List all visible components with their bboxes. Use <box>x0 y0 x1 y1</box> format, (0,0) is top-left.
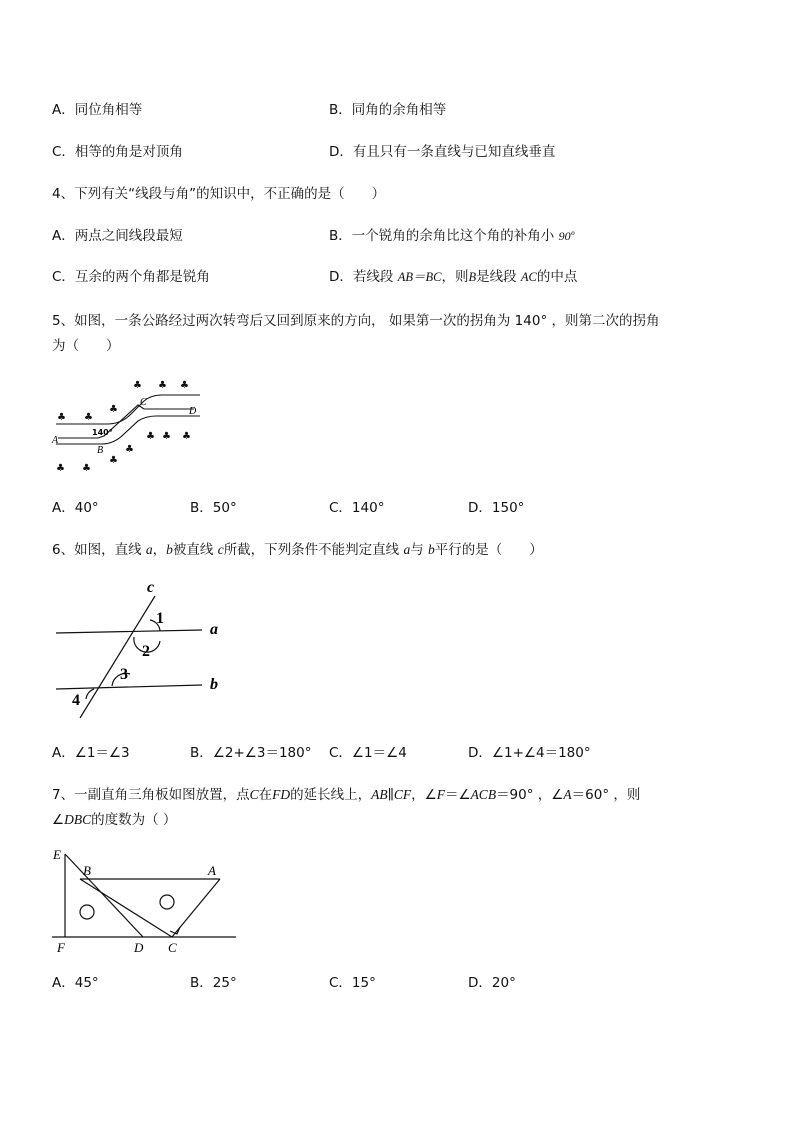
q7-label-b: B <box>83 863 91 878</box>
svg-text:♣: ♣ <box>146 431 155 442</box>
q5-option-c: C．140° <box>329 500 385 516</box>
svg-text:♣: ♣ <box>84 412 93 423</box>
q4-option-b <box>329 227 574 245</box>
q7-s5: ＝∠ <box>444 787 471 803</box>
q7-triangle-figure <box>52 846 242 956</box>
q4-d-seg: AC <box>520 270 537 284</box>
q4-stem: 4、下列有关“线段与角”的知识中，不正确的是（ ） <box>52 186 386 202</box>
svg-text:♣: ♣ <box>158 380 167 391</box>
q6-stem-pre: 6、如图，直线 <box>52 542 142 558</box>
q7-label-c: C <box>168 940 177 955</box>
q4-option-a: A．两点之间线段最短 <box>52 228 183 244</box>
q6-option-a: A．∠1＝∠3 <box>52 745 130 761</box>
q5-option-b: B．50° <box>190 500 237 516</box>
q4-option-b-text: B．一个锐角的余角比这个角的补角小 <box>329 228 555 244</box>
q4-option-d <box>329 268 577 286</box>
q7-f: F <box>436 787 445 802</box>
svg-text:♣: ♣ <box>109 455 118 466</box>
q6-label-a: a <box>210 621 218 638</box>
q6-stem-mid3: 与 <box>410 542 424 558</box>
q5-stem-line1: 5、如图，一条公路经过两次转弯后又回到原来的方向， 如果第一次的拐角为 140° ，则第二次的拐角 <box>52 313 660 329</box>
q5-option-a: A．40° <box>52 500 99 516</box>
q6-stem-mid2: 所截，下列条件不能判定直线 <box>223 542 400 558</box>
q7-label-f: F <box>57 940 65 955</box>
q6-var-b: b <box>166 542 173 557</box>
q6-stem-end: 平行的是（ ） <box>434 542 543 558</box>
q4-d-mid: ，则 <box>441 269 469 285</box>
q5-label-d: D <box>189 406 197 417</box>
q3-option-d: D．有且只有一条直线与已知直线垂直 <box>329 144 556 160</box>
q6-angle-3: 3 <box>120 666 128 683</box>
q6-var-a-2: a <box>403 542 411 557</box>
q6-var-b-2: b <box>428 542 435 557</box>
q5-label-b: B <box>97 445 104 456</box>
q4-option-c: C．互余的两个角都是锐角 <box>52 269 210 285</box>
q4-d-eq: AB＝BC <box>397 270 442 284</box>
q5-stem-line2: 为（ ） <box>52 338 120 354</box>
q6-stem-mid: 被直线 <box>172 542 214 558</box>
q7-option-a: A．45° <box>52 975 99 991</box>
q7-seg-fd: FD <box>272 787 291 802</box>
q6-lines-figure <box>52 578 232 723</box>
q6-angle-1: 1 <box>156 610 164 627</box>
q7-label-e: E <box>53 847 61 862</box>
q7-dbc: DBC <box>64 812 92 827</box>
q3-option-c: C．相等的角是对顶角 <box>52 144 183 160</box>
q5-label-a: A <box>52 435 59 446</box>
q6-option-b: B．∠2+∠3＝180° <box>190 745 312 761</box>
q7-stem-line2 <box>52 811 176 829</box>
q7-a: A <box>563 787 572 802</box>
q7-acb: ACB <box>470 787 497 802</box>
q7-s1: 7、一副直角三角板如图放置，点 <box>52 787 250 803</box>
q6-var-a: a <box>145 542 153 557</box>
svg-text:♣: ♣ <box>162 431 171 442</box>
q7-label-d: D <box>134 940 144 955</box>
q6-label-b: b <box>210 676 218 693</box>
q4-d-pre: D．若线段 <box>329 269 394 285</box>
q6-option-c: C．∠1＝∠4 <box>329 745 407 761</box>
svg-text:♣: ♣ <box>56 463 65 474</box>
q4-d-point: B <box>468 270 477 284</box>
q5-road-figure <box>52 375 202 475</box>
q7-s2: 在 <box>258 787 273 803</box>
q6-angle-4: 4 <box>72 692 80 709</box>
q5-label-c: C <box>140 397 147 408</box>
q7-option-c: C．15° <box>329 975 376 991</box>
q6-option-d: D．∠1+∠4＝180° <box>468 745 591 761</box>
q6-label-c: c <box>147 579 155 596</box>
q4-d-mid2: 是线段 <box>476 269 517 285</box>
q7-l2-end: 的度数为（ ） <box>91 812 177 828</box>
q6-var-c: c <box>217 542 224 557</box>
q5-angle-label: 140° <box>92 428 113 437</box>
q7-option-b: B．25° <box>190 975 237 991</box>
q7-stem-line1 <box>52 786 640 804</box>
svg-text:♣: ♣ <box>82 463 91 474</box>
q7-s6: ＝90° ，∠ <box>496 787 564 803</box>
svg-text:♣: ♣ <box>180 380 189 391</box>
q7-parallel: AB∥CF <box>371 787 412 802</box>
q3-option-b: B．同角的余角相等 <box>329 102 447 118</box>
q7-label-a: A <box>208 863 216 878</box>
svg-text:♣: ♣ <box>57 412 66 423</box>
svg-text:♣: ♣ <box>125 444 134 455</box>
q7-s3: 的延长线上， <box>290 787 372 803</box>
q6-angle-2: 2 <box>142 643 150 660</box>
q7-pt-c: C <box>249 787 259 802</box>
q5-option-d: D．150° <box>468 500 525 516</box>
q6-sep: ， <box>152 542 167 558</box>
svg-text:♣: ♣ <box>182 431 191 442</box>
q4-option-b-value: 90º <box>558 229 575 243</box>
q6-stem <box>52 541 543 559</box>
svg-text:♣: ♣ <box>133 380 142 391</box>
q7-s7: ＝60° ，则 <box>571 787 641 803</box>
q7-option-d: D．20° <box>468 975 516 991</box>
q3-option-a: A．同位角相等 <box>52 102 143 118</box>
q7-s4: ，∠ <box>411 787 437 803</box>
svg-text:♣: ♣ <box>109 404 118 415</box>
q7-l2-pre: ∠ <box>52 812 65 828</box>
q4-d-end: 的中点 <box>536 269 578 285</box>
